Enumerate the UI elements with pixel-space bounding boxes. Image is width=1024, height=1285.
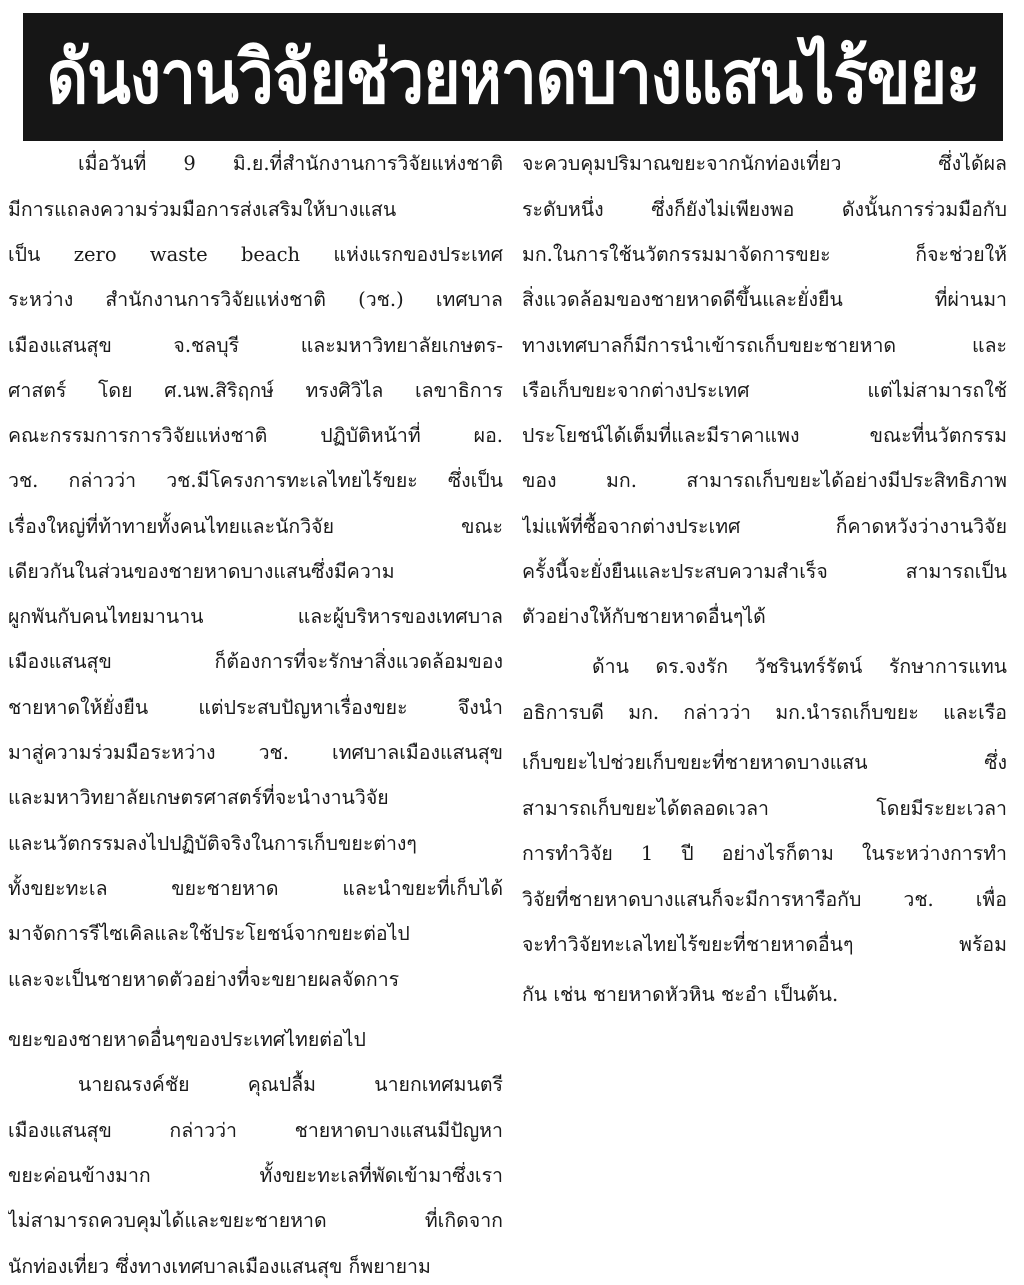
article-left-line: เมืองแสนสุข กล่าวว่า ชายหาดบางแสนมีปัญหา (8, 1119, 503, 1142)
article-right-line: วิจัยที่ชายหาดบางแสนก็จะมีการหารือกับ วช. เพื่อ (522, 888, 1007, 911)
article-right-line: จะควบคุมปริมาณขยะจากนักท่องเที่ยว ซึ่งได้ผล (522, 152, 1007, 175)
article-left-line: เมื่อวันที่ 9 มิ.ย.ที่สำนักงานการวิจัยแห่งชาติ (78, 152, 503, 175)
article-right-line: การทำวิจัย 1 ปี อย่างไรก็ตาม ในระหว่างการทำ (522, 842, 1007, 865)
article-left-line: ชายหาดให้ยั่งยืน แต่ประสบปัญหาเรื่องขยะ จึงนำ (8, 696, 503, 719)
article-right-line: เก็บขยะไปช่วยเก็บขยะที่ชายหาดบางแสน ซึ่ง (522, 751, 1007, 774)
article-right-line: ไม่แพ้ที่ซื้อจากต่างประเทศ ก็คาดหวังว่างานวิจัย (522, 515, 1007, 538)
headline-banner (23, 13, 1003, 141)
article-right-line: ประโยชน์ได้เต็มที่และมีราคาแพง ขณะที่นวัตกรรม (522, 424, 1007, 447)
article-left-line: เมืองแสนสุข จ.ชลบุรี และมหาวิทยาลัยเกษตร- (8, 334, 503, 357)
article-right-line: ครั้งนี้จะยั่งยืนและประสบความสำเร็จ สามารถเป็น (522, 560, 1007, 583)
article-left-line: และนวัตกรรมลงไปปฏิบัติจริงในการเก็บขยะต่างๆ (8, 832, 417, 855)
article-left-line: มาสู่ความร่วมมือระหว่าง วช. เทศบาลเมืองแสนสุข (8, 741, 503, 764)
article-left-line: เมืองแสนสุข ก็ต้องการที่จะรักษาสิ่งแวดล้อมของ (8, 650, 503, 673)
article-left-line: เดียวกันในส่วนของชายหาดบางแสนซึ่งมีความ (8, 560, 395, 583)
article-left-line: เป็น zero waste beach แห่งแรกของประเทศ (8, 243, 503, 266)
article-left-line: นายณรงค์ชัย คุณปลื้ม นายกเทศมนตรี (78, 1073, 503, 1096)
article-right-line: อธิการบดี มก. กล่าวว่า มก.นำรถเก็บขยะ และเรือ (522, 701, 1007, 724)
article-right-line: กัน เช่น ชายหาดหัวหิน ชะอำ เป็นต้น. (522, 983, 839, 1006)
article-left-line: ทั้งขยะทะเล ขยะชายหาด และนำขยะที่เก็บได้ (8, 877, 503, 900)
article-right-line: เรือเก็บขยะจากต่างประเทศ แต่ไม่สามารถใช้ (522, 379, 1007, 402)
article-left-line: วช. กล่าวว่า วช.มีโครงการทะเลไทยไร้ขยะ ซึ่งเป็น (8, 469, 503, 492)
article-left-line: คณะกรรมการการวิจัยแห่งชาติ ปฏิบัติหน้าที่ ผอ. (8, 424, 503, 447)
article-right-line: ทางเทศบาลก็มีการนำเข้ารถเก็บขยะชายหาด และ (522, 334, 1007, 357)
article-left-line: และมหาวิทยาลัยเกษตรศาสตร์ที่จะนำงานวิจัย (8, 786, 389, 809)
article-left-line: นักท่องเที่ยว ซึ่งทางเทศบาลเมืองแสนสุข ก็พยายาม (8, 1255, 431, 1278)
article-right-line: ของ มก. สามารถเก็บขยะได้อย่างมีประสิทธิภาพ (522, 469, 1007, 492)
article-left-line: มาจัดการรีไซเคิลและใช้ประโยชน์จากขยะต่อไป (8, 922, 410, 945)
article-right-line: ระดับหนึ่ง ซึ่งก็ยังไม่เพียงพอ ดังนั้นการร่วมมือกับ (522, 198, 1007, 221)
article-left-line: ระหว่าง สำนักงานการวิจัยแห่งชาติ (วช.) เทศบาล (8, 288, 503, 311)
article-left-line: ขยะค่อนข้างมาก ทั้งขยะทะเลที่พัดเข้ามาซึ่งเรา (8, 1164, 503, 1187)
article-right-line: ด้าน ดร.จงรัก วัชรินทร์รัตน์ รักษาการแทน (592, 655, 1007, 678)
article-right-line: ตัวอย่างให้กับชายหาดอื่นๆได้ (522, 605, 766, 628)
article-left-line: ศาสตร์ โดย ศ.นพ.สิริฤกษ์ ทรงศิวิไล เลขาธิการ (8, 379, 503, 402)
article-left-line: ผูกพันกับคนไทยมานาน และผู้บริหารของเทศบาล (8, 605, 503, 628)
article-right-line: จะทำวิจัยทะเลไทยไร้ขยะที่ชายหาดอื่นๆ พร้อม (522, 933, 1007, 956)
article-left-line: ไม่สามารถควบคุมได้และขยะชายหาด ที่เกิดจาก (8, 1209, 503, 1232)
article-right-line: สามารถเก็บขยะได้ตลอดเวลา โดยมีระยะเวลา (522, 797, 1007, 820)
article-left-line: มีการแถลงความร่วมมือการส่งเสริมให้บางแสน (8, 198, 397, 221)
article-left-line: เรื่องใหญ่ที่ท้าทายทั้งคนไทยและนักวิจัย ขณะ (8, 515, 503, 538)
article-right-line: สิ่งแวดล้อมของชายหาดดีขึ้นและยั่งยืน ที่ผ่านมา (522, 288, 1007, 311)
article-left-line: และจะเป็นชายหาดตัวอย่างที่จะขยายผลจัดการ (8, 968, 400, 991)
article-right-line: มก.ในการใช้นวัตกรรมมาจัดการขยะ ก็จะช่วยให้ (522, 243, 1007, 266)
headline: ดันงานวิจัยช่วยหาดบางแสนไร้ขยะ (46, 35, 980, 121)
article-left-line: ขยะของชายหาดอื่นๆของประเทศไทยต่อไป (8, 1028, 366, 1051)
